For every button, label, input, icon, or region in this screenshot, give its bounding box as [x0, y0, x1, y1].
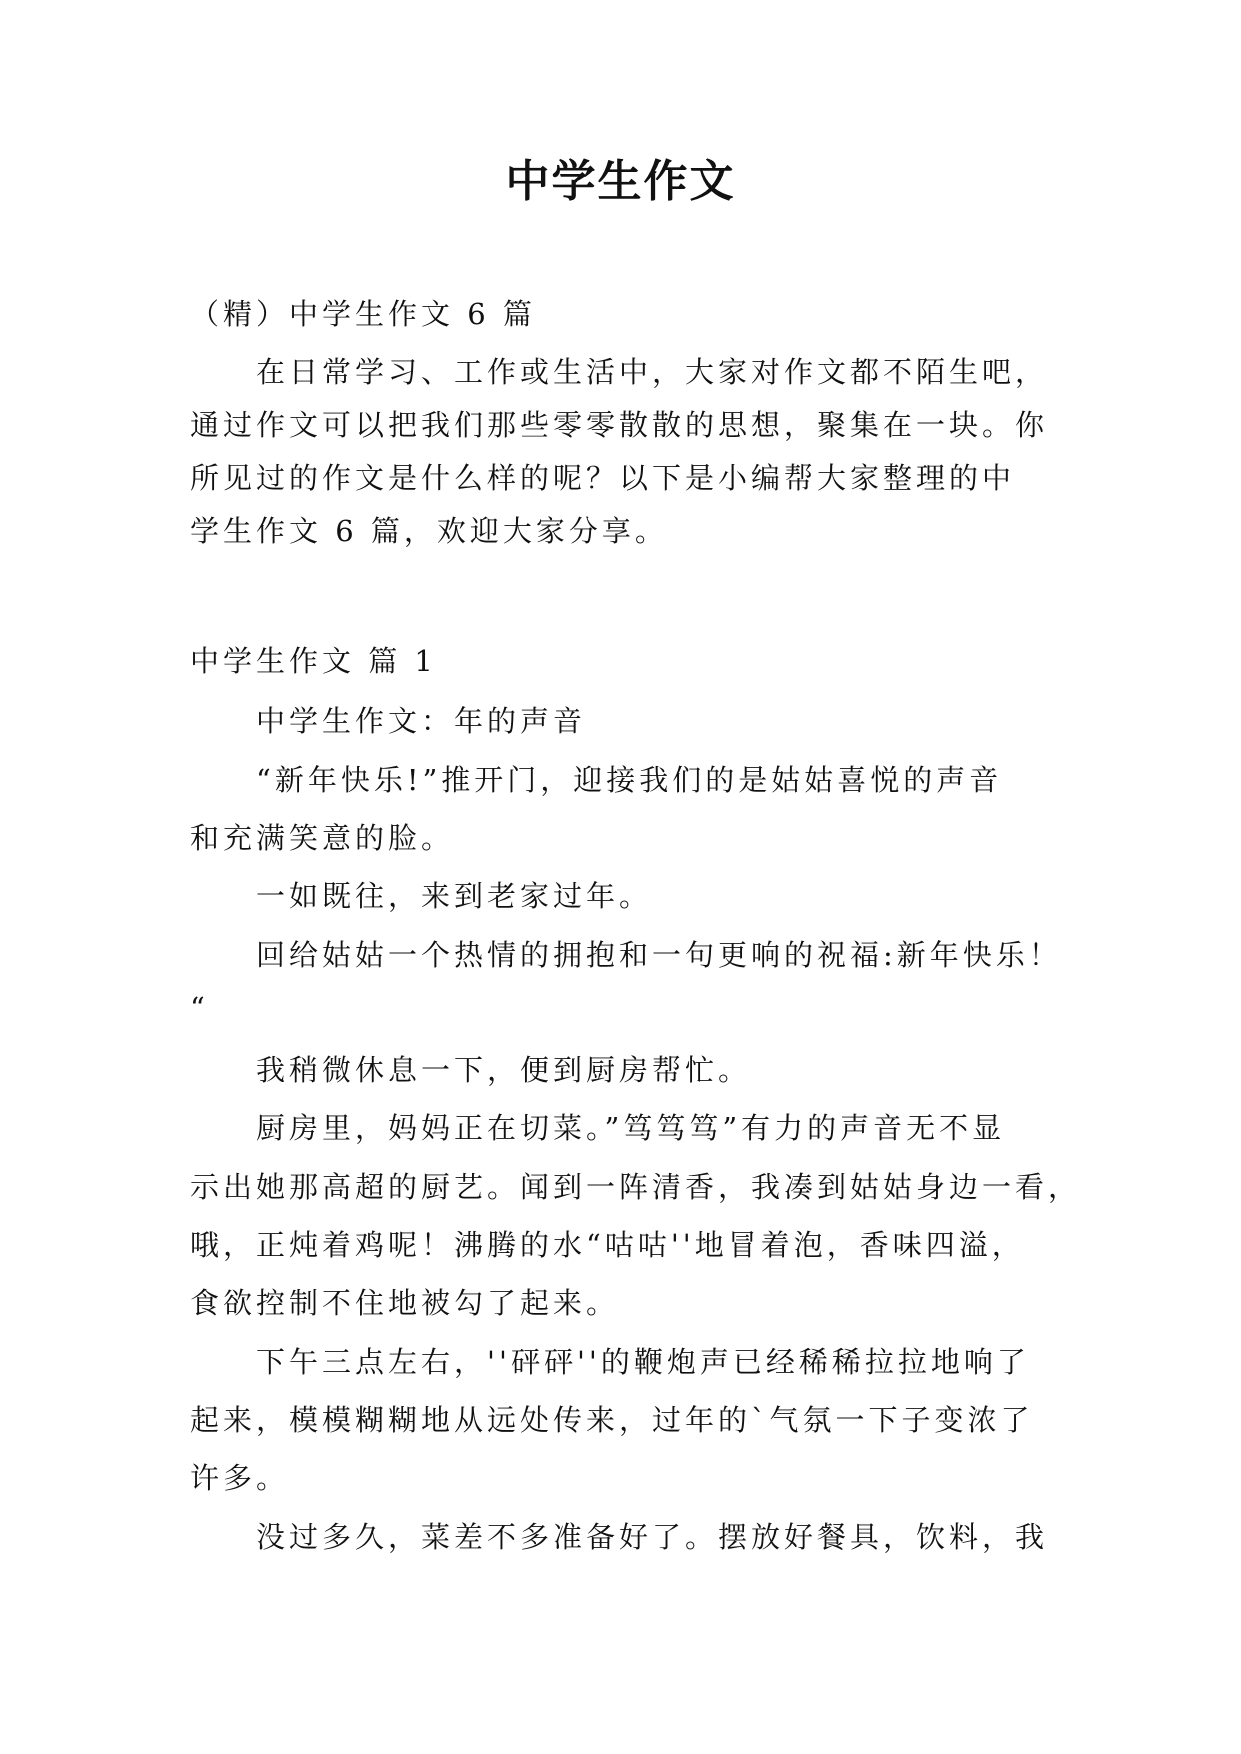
paragraph-line: 我稍微休息一下，便到厨房帮忙。 — [256, 1053, 752, 1087]
paragraph-line: 学生作文 6 篇，欢迎大家分享。 — [190, 514, 668, 548]
paragraph-line: 下午三点左右，''砰砰''的鞭炮声已经稀稀拉拉地响了 — [256, 1345, 1030, 1379]
paragraph-line: 在日常学习、工作或生活中，大家对作文都不陌生吧， — [256, 355, 1049, 389]
paragraph-line: 许多。 — [190, 1461, 290, 1495]
paragraph-line: 一如既往，来到老家过年。 — [256, 879, 653, 913]
subtitle-line: （精）中学生作文 6 篇 — [190, 297, 536, 331]
paragraph-line: 示出她那高超的厨艺。闻到一阵清香，我凑到姑姑身边一看， — [190, 1170, 1082, 1204]
paragraph-line: 和充满笑意的脸。 — [190, 821, 455, 855]
paragraph-line: “ — [190, 991, 209, 1025]
paragraph-line: 回给姑姑一个热情的拥抱和一句更响的祝福:新年快乐！ — [256, 938, 1062, 972]
paragraph-line: 通过作文可以把我们那些零零散散的思想，聚集在一块。你 — [190, 408, 1049, 442]
paragraph-line: 厨房里，妈妈正在切菜。”笃笃笃”有力的声音无不显 — [256, 1111, 1006, 1145]
paragraph-line: 起来，模模糊糊地从远处传来，过年的`气氛一下子变浓了 — [190, 1403, 1034, 1437]
paragraph-line: “新年快乐!”推开门，迎接我们的是姑姑喜悦的声音 — [256, 763, 1003, 797]
paragraph-line: 没过多久，菜差不多准备好了。摆放好餐具，饮料，我 — [256, 1520, 1049, 1554]
paragraph-line: 哦，正炖着鸡呢！沸腾的水“咕咕''地冒着泡，香味四溢， — [190, 1228, 1025, 1262]
paragraph-line: 食欲控制不住地被勾了起来。 — [190, 1286, 620, 1320]
essay-title: 中学生作文：年的声音 — [256, 704, 587, 738]
section-heading: 中学生作文 篇 1 — [190, 644, 437, 678]
document-title: 中学生作文 — [505, 156, 736, 207]
paragraph-line: 所见过的作文是什么样的呢？以下是小编帮大家整理的中 — [190, 461, 1016, 495]
